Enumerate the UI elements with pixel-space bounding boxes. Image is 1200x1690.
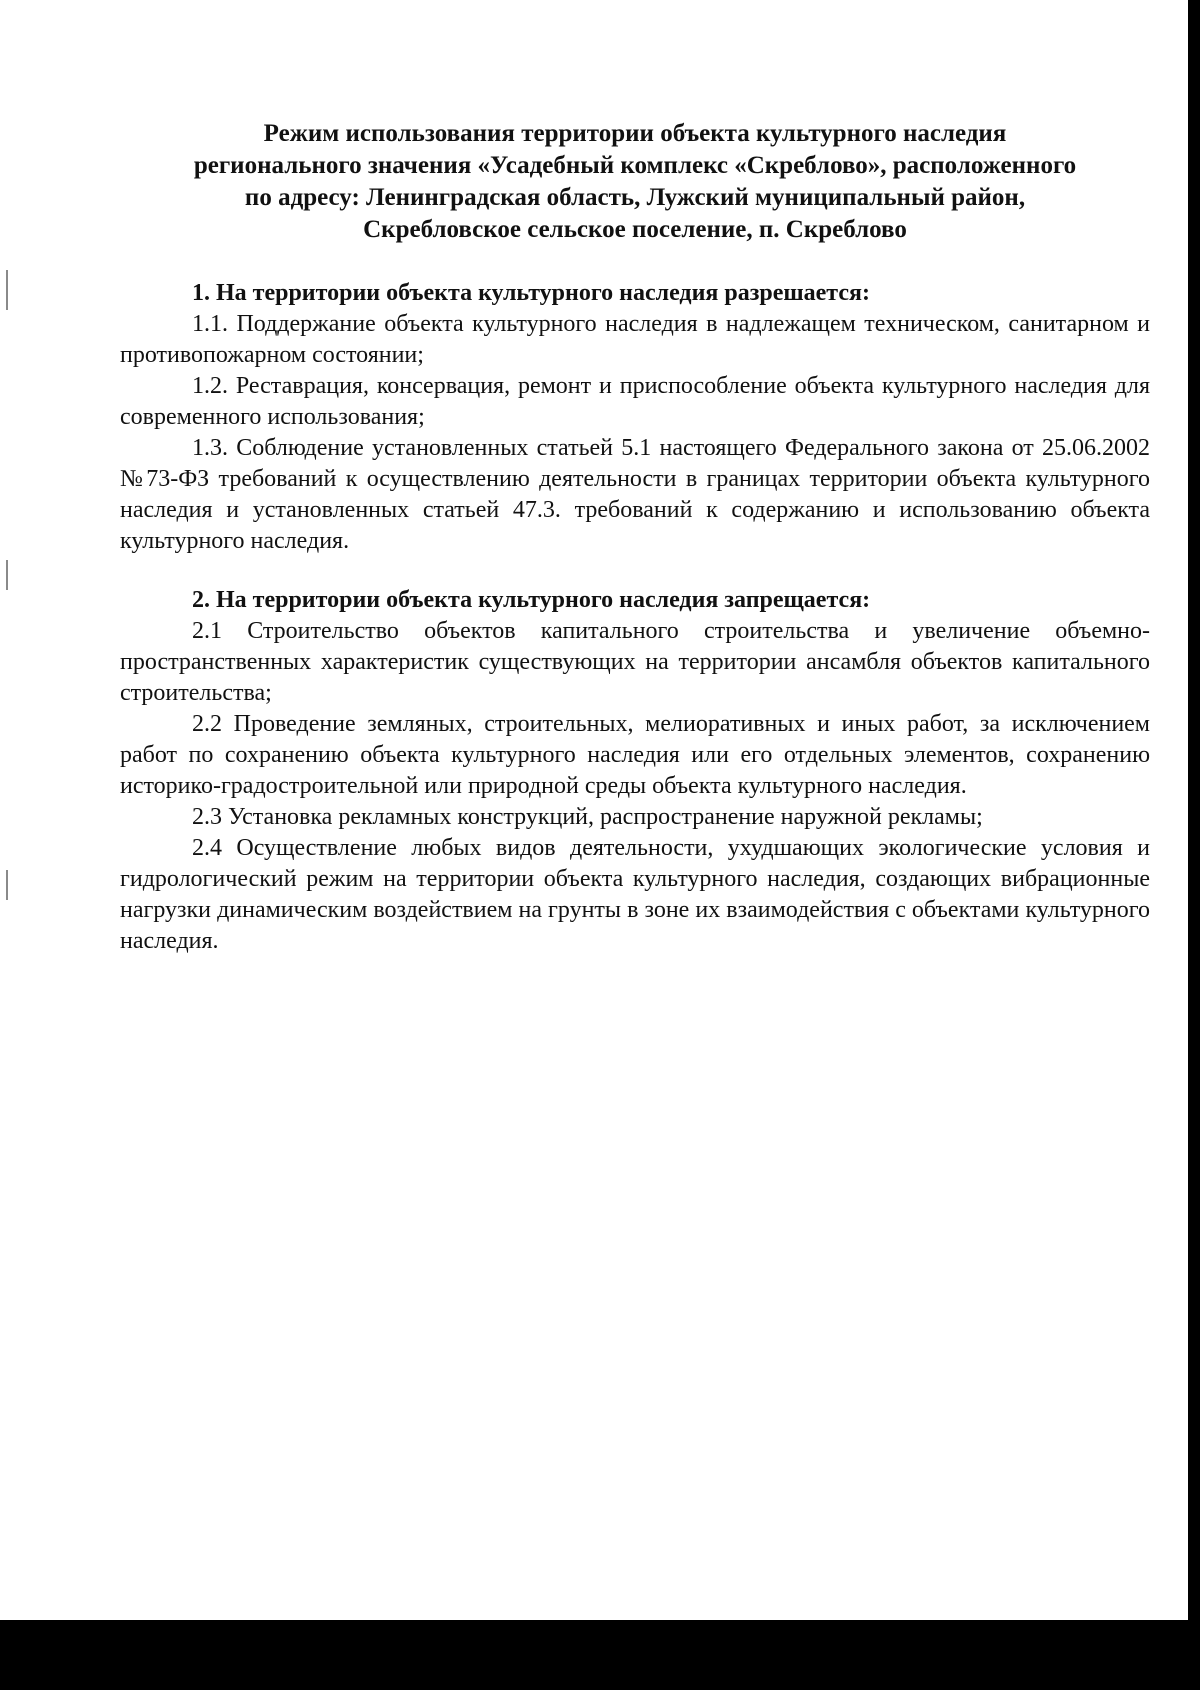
section-heading: 2. На территории объекта культурного наследия запрещается: xyxy=(192,587,871,613)
document-body xyxy=(120,118,1150,985)
clause-1-1: 1.1. Поддержание объекта культурного наследия в надлежащем техническом, санитарном и противопожарном состоянии; xyxy=(120,311,1150,368)
clause-2-1: 2.1 Строительство объектов капитального строительства и увеличение объемно-пространственных характеристик существующих на территории ансамбля объектов капитального строительства; xyxy=(120,618,1150,706)
clause-2-3: 2.3 Установка рекламных конструкций, распространение наружной рекламы; xyxy=(192,804,983,830)
title-line: Скребловское сельское поселение, п. Скреблово xyxy=(363,216,907,243)
clause-1-2: 1.2. Реставрация, консервация, ремонт и приспособление объекта культурного наследия для современного использования; xyxy=(120,373,1150,430)
section-permitted xyxy=(120,278,1150,557)
scan-edge-mark xyxy=(6,870,8,900)
section-heading: 1. На территории объекта культурного наследия разрешается: xyxy=(192,280,870,306)
scan-edge-mark xyxy=(6,560,8,590)
section-prohibited xyxy=(120,585,1150,957)
title-line: по адресу: Ленинградская область, Лужский муниципальный район, xyxy=(244,184,1026,211)
title-line: регионального значения «Усадебный комплекс «Скреблово», расположенного xyxy=(193,152,1077,179)
scan-edge-mark xyxy=(6,270,8,310)
clause-2-4: 2.4 Осуществление любых видов деятельности, ухудшающих экологические условия и гидрологический режим на территории объекта культурного наследия, создающих вибрационные нагрузки динамическим воздействием на грунты в зоне их взаимодействия с объектами культурного наследия. xyxy=(120,835,1150,954)
scan-border-right xyxy=(1188,0,1200,1620)
clause-1-3: 1.3. Соблюдение установленных статьей 5.1 настоящего Федерального закона от 25.06.2002 №73-ФЗ требований к осуществлению деятельности в границах территории объекта культурного наследия и установленных статьей 47.3. требований к содержанию и использованию объекта культурного наследия. xyxy=(120,435,1150,554)
scan-border-bottom xyxy=(0,1620,1200,1690)
clause-2-2: 2.2 Проведение земляных, строительных, мелиоративных и иных работ, за исключением работ по сохранению объекта культурного наследия или его отдельных элементов, сохранению историко-градостроительной или природной среды объекта культурного наследия. xyxy=(120,711,1150,799)
document-title xyxy=(120,118,1150,246)
title-line: Режим использования территории объекта культурного наследия xyxy=(263,120,1007,147)
